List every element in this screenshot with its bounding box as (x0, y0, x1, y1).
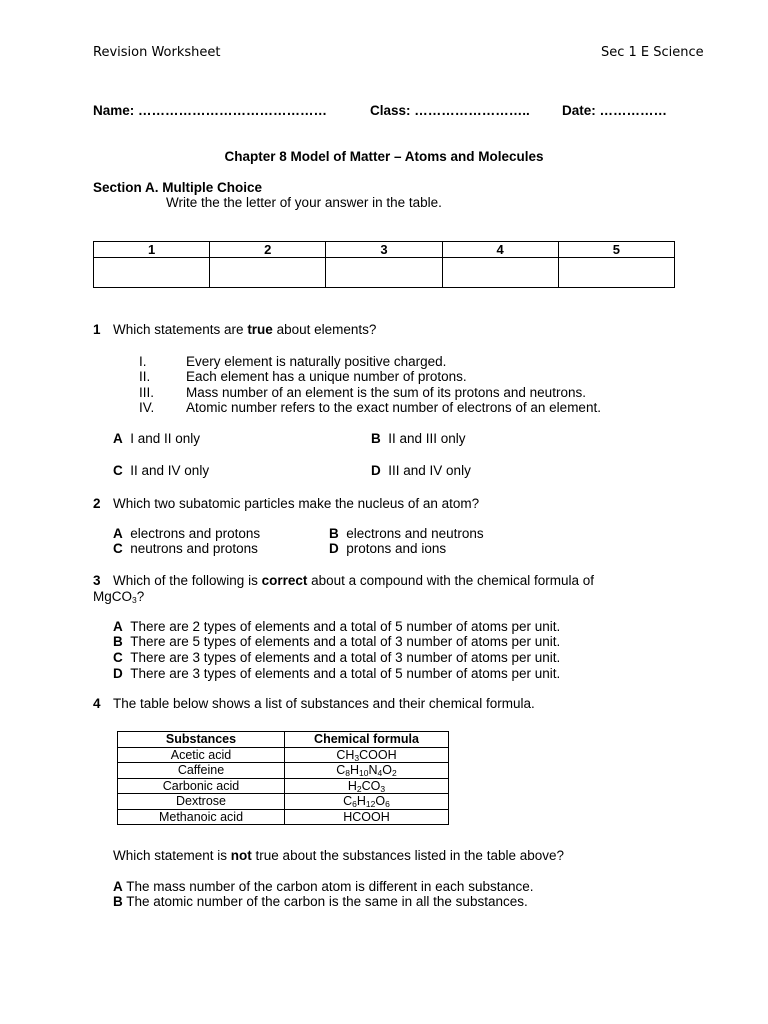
formula-header: Chemical formula (285, 732, 449, 748)
q1-statement-4: Atomic number refers to the exact number of electrons of an element. (186, 400, 601, 415)
option-text: protons and ions (346, 541, 447, 556)
option-letter: B (113, 894, 123, 909)
q1-statement-3: Mass number of an element is the sum of its protons and neutrons. (186, 385, 586, 400)
option-text: III and IV only (388, 463, 471, 478)
q4-question-post: true about the substances listed in the table above? (251, 848, 565, 863)
formula-subscript: 8 (345, 768, 351, 778)
q1-text (113, 322, 376, 337)
class-field: Class: …………………….. (370, 103, 530, 118)
answer-header-3: 3 (326, 242, 442, 258)
q2-option-d[interactable] (329, 541, 446, 556)
formula-subscript: 2 (392, 768, 397, 778)
q3-number: 3 (93, 573, 101, 588)
option-text: electrons and neutrons (346, 526, 484, 541)
answer-cell-4[interactable] (442, 258, 558, 288)
substance-name: Dextrose (118, 794, 285, 810)
option-text: There are 2 types of elements and a total of 5 number of atoms per unit. (130, 619, 561, 634)
formula-subscript: 12 (365, 799, 376, 809)
answer-table (93, 241, 675, 288)
table-row (118, 809, 449, 825)
option-letter: A (113, 879, 123, 894)
substance-formula (285, 747, 449, 763)
header-right: Sec 1 E Science (601, 45, 704, 60)
option-letter: B (329, 526, 339, 541)
q3-option-b[interactable] (113, 634, 560, 649)
formula-subscript: 6 (385, 799, 390, 809)
option-letter: D (329, 541, 339, 556)
q3-text-bold: correct (261, 573, 308, 588)
option-letter: C (113, 650, 123, 665)
formula-sub: 3 (132, 595, 137, 605)
q1-option-a[interactable] (113, 431, 200, 446)
q4-text: The table below shows a list of substances and their chemical formula. (113, 696, 535, 711)
q3-text (113, 573, 594, 588)
q4-number: 4 (93, 696, 101, 711)
table-row (118, 778, 449, 794)
formula-part: H (356, 794, 366, 808)
formula-part: N (368, 763, 378, 777)
substance-formula (285, 809, 449, 825)
q3-option-d[interactable] (113, 666, 560, 681)
q4-option-b[interactable] (113, 894, 528, 909)
formula-part: O (375, 794, 386, 808)
option-text: There are 3 types of elements and a total of 3 number of atoms per unit. (130, 650, 561, 665)
option-text: The mass number of the carbon atom is different in each substance. (126, 879, 534, 894)
formula-subscript: 3 (380, 783, 386, 794)
table-row (118, 763, 449, 779)
answer-cell-5[interactable] (558, 258, 674, 288)
substance-name: Acetic acid (118, 747, 285, 763)
q1-roman-3: III. (139, 385, 155, 400)
answer-header-2: 2 (210, 242, 326, 258)
formula-part: HCOOH (343, 809, 390, 824)
answer-cell-2[interactable] (210, 258, 326, 288)
formula-end: ? (136, 589, 145, 604)
option-letter: A (113, 526, 123, 541)
q3-text-pre: Which of the following is (113, 573, 262, 588)
q1-option-c[interactable] (113, 463, 209, 478)
q1-text-pre: Which statements are (113, 322, 248, 337)
formula-part: C (343, 794, 353, 808)
formula-subscript: 6 (352, 799, 357, 809)
q1-text-bold: true (247, 322, 273, 337)
name-field: Name: …………………………………… (93, 103, 328, 118)
answer-header-4: 4 (442, 242, 558, 258)
answer-header-5: 5 (558, 242, 674, 258)
formula-part: H (350, 763, 360, 777)
q2-option-c[interactable] (113, 541, 258, 556)
option-letter: C (113, 541, 123, 556)
q1-option-b[interactable] (371, 431, 466, 446)
substance-name: Caffeine (118, 763, 285, 779)
q1-roman-1: I. (139, 354, 147, 369)
option-letter: C (113, 463, 123, 478)
option-letter: B (113, 634, 123, 649)
q3-option-a[interactable] (113, 619, 560, 634)
option-text: I and II only (130, 431, 201, 446)
option-text: II and III only (388, 431, 466, 446)
answer-cell-1[interactable] (94, 258, 210, 288)
answer-cell-3[interactable] (326, 258, 442, 288)
formula-part: C (336, 763, 346, 777)
q1-statement-1: Every element is naturally positive charged. (186, 354, 447, 369)
option-letter: A (113, 431, 123, 446)
table-row (118, 794, 449, 810)
option-text: electrons and protons (130, 526, 261, 541)
option-text: There are 3 types of elements and a total of 5 number of atoms per unit. (130, 666, 561, 681)
q2-option-a[interactable] (113, 526, 260, 541)
date-field: Date: …………… (562, 103, 668, 118)
q1-roman-4: IV. (139, 400, 155, 415)
formula-subscript: 4 (377, 768, 383, 778)
q1-option-d[interactable] (371, 463, 471, 478)
formula-subscript: 2 (356, 783, 362, 794)
option-text: There are 5 types of elements and a total of 3 number of atoms per unit. (130, 634, 561, 649)
option-letter: A (113, 619, 123, 634)
formula-part: CH (336, 747, 355, 762)
q3-text-post: about a compound with the chemical formula of (307, 573, 595, 588)
q1-roman-2: II. (139, 369, 151, 384)
formula-main: MgCO (93, 589, 133, 604)
answer-header-1: 1 (94, 242, 210, 258)
formula-part: O (382, 763, 393, 777)
q3-formula (93, 589, 144, 604)
q4-option-a[interactable] (113, 879, 534, 894)
section-title: Section A. Multiple Choice (93, 180, 263, 195)
formula-part: COOH (359, 747, 397, 762)
formula-part: H (347, 778, 357, 793)
option-text: II and IV only (130, 463, 210, 478)
option-letter: B (371, 431, 381, 446)
section-instruction: Write the the letter of your answer in the table. (166, 195, 442, 210)
q1-statement-2: Each element has a unique number of protons. (186, 369, 467, 384)
q1-number: 1 (93, 322, 101, 337)
formula-subscript: 10 (359, 768, 369, 778)
q4-question-pre: Which statement is (113, 848, 231, 863)
table-row (118, 747, 449, 763)
option-letter: D (113, 666, 123, 681)
formula-part: CO (361, 778, 381, 793)
substance-name: Carbonic acid (118, 778, 285, 794)
header-left: Revision Worksheet (93, 45, 221, 60)
substance-name: Methanoic acid (118, 809, 285, 825)
q2-text: Which two subatomic particles make the nucleus of an atom? (113, 496, 480, 511)
formula-subscript: 3 (354, 752, 360, 763)
q4-question (113, 848, 564, 863)
substance-formula (285, 763, 449, 779)
q2-option-b[interactable] (329, 526, 484, 541)
q2-number: 2 (93, 496, 101, 511)
option-letter: D (371, 463, 381, 478)
q1-text-post: about elements? (272, 322, 377, 337)
substance-formula (285, 794, 449, 810)
chapter-title: Chapter 8 Model of Matter – Atoms and Molecules (224, 149, 544, 164)
q3-option-c[interactable] (113, 650, 560, 665)
substance-formula (285, 778, 449, 794)
option-text: neutrons and protons (130, 541, 258, 556)
substances-table (117, 731, 449, 825)
q4-question-bold: not (230, 848, 252, 863)
substances-header: Substances (118, 732, 285, 748)
option-text: The atomic number of the carbon is the same in all the substances. (126, 894, 528, 909)
